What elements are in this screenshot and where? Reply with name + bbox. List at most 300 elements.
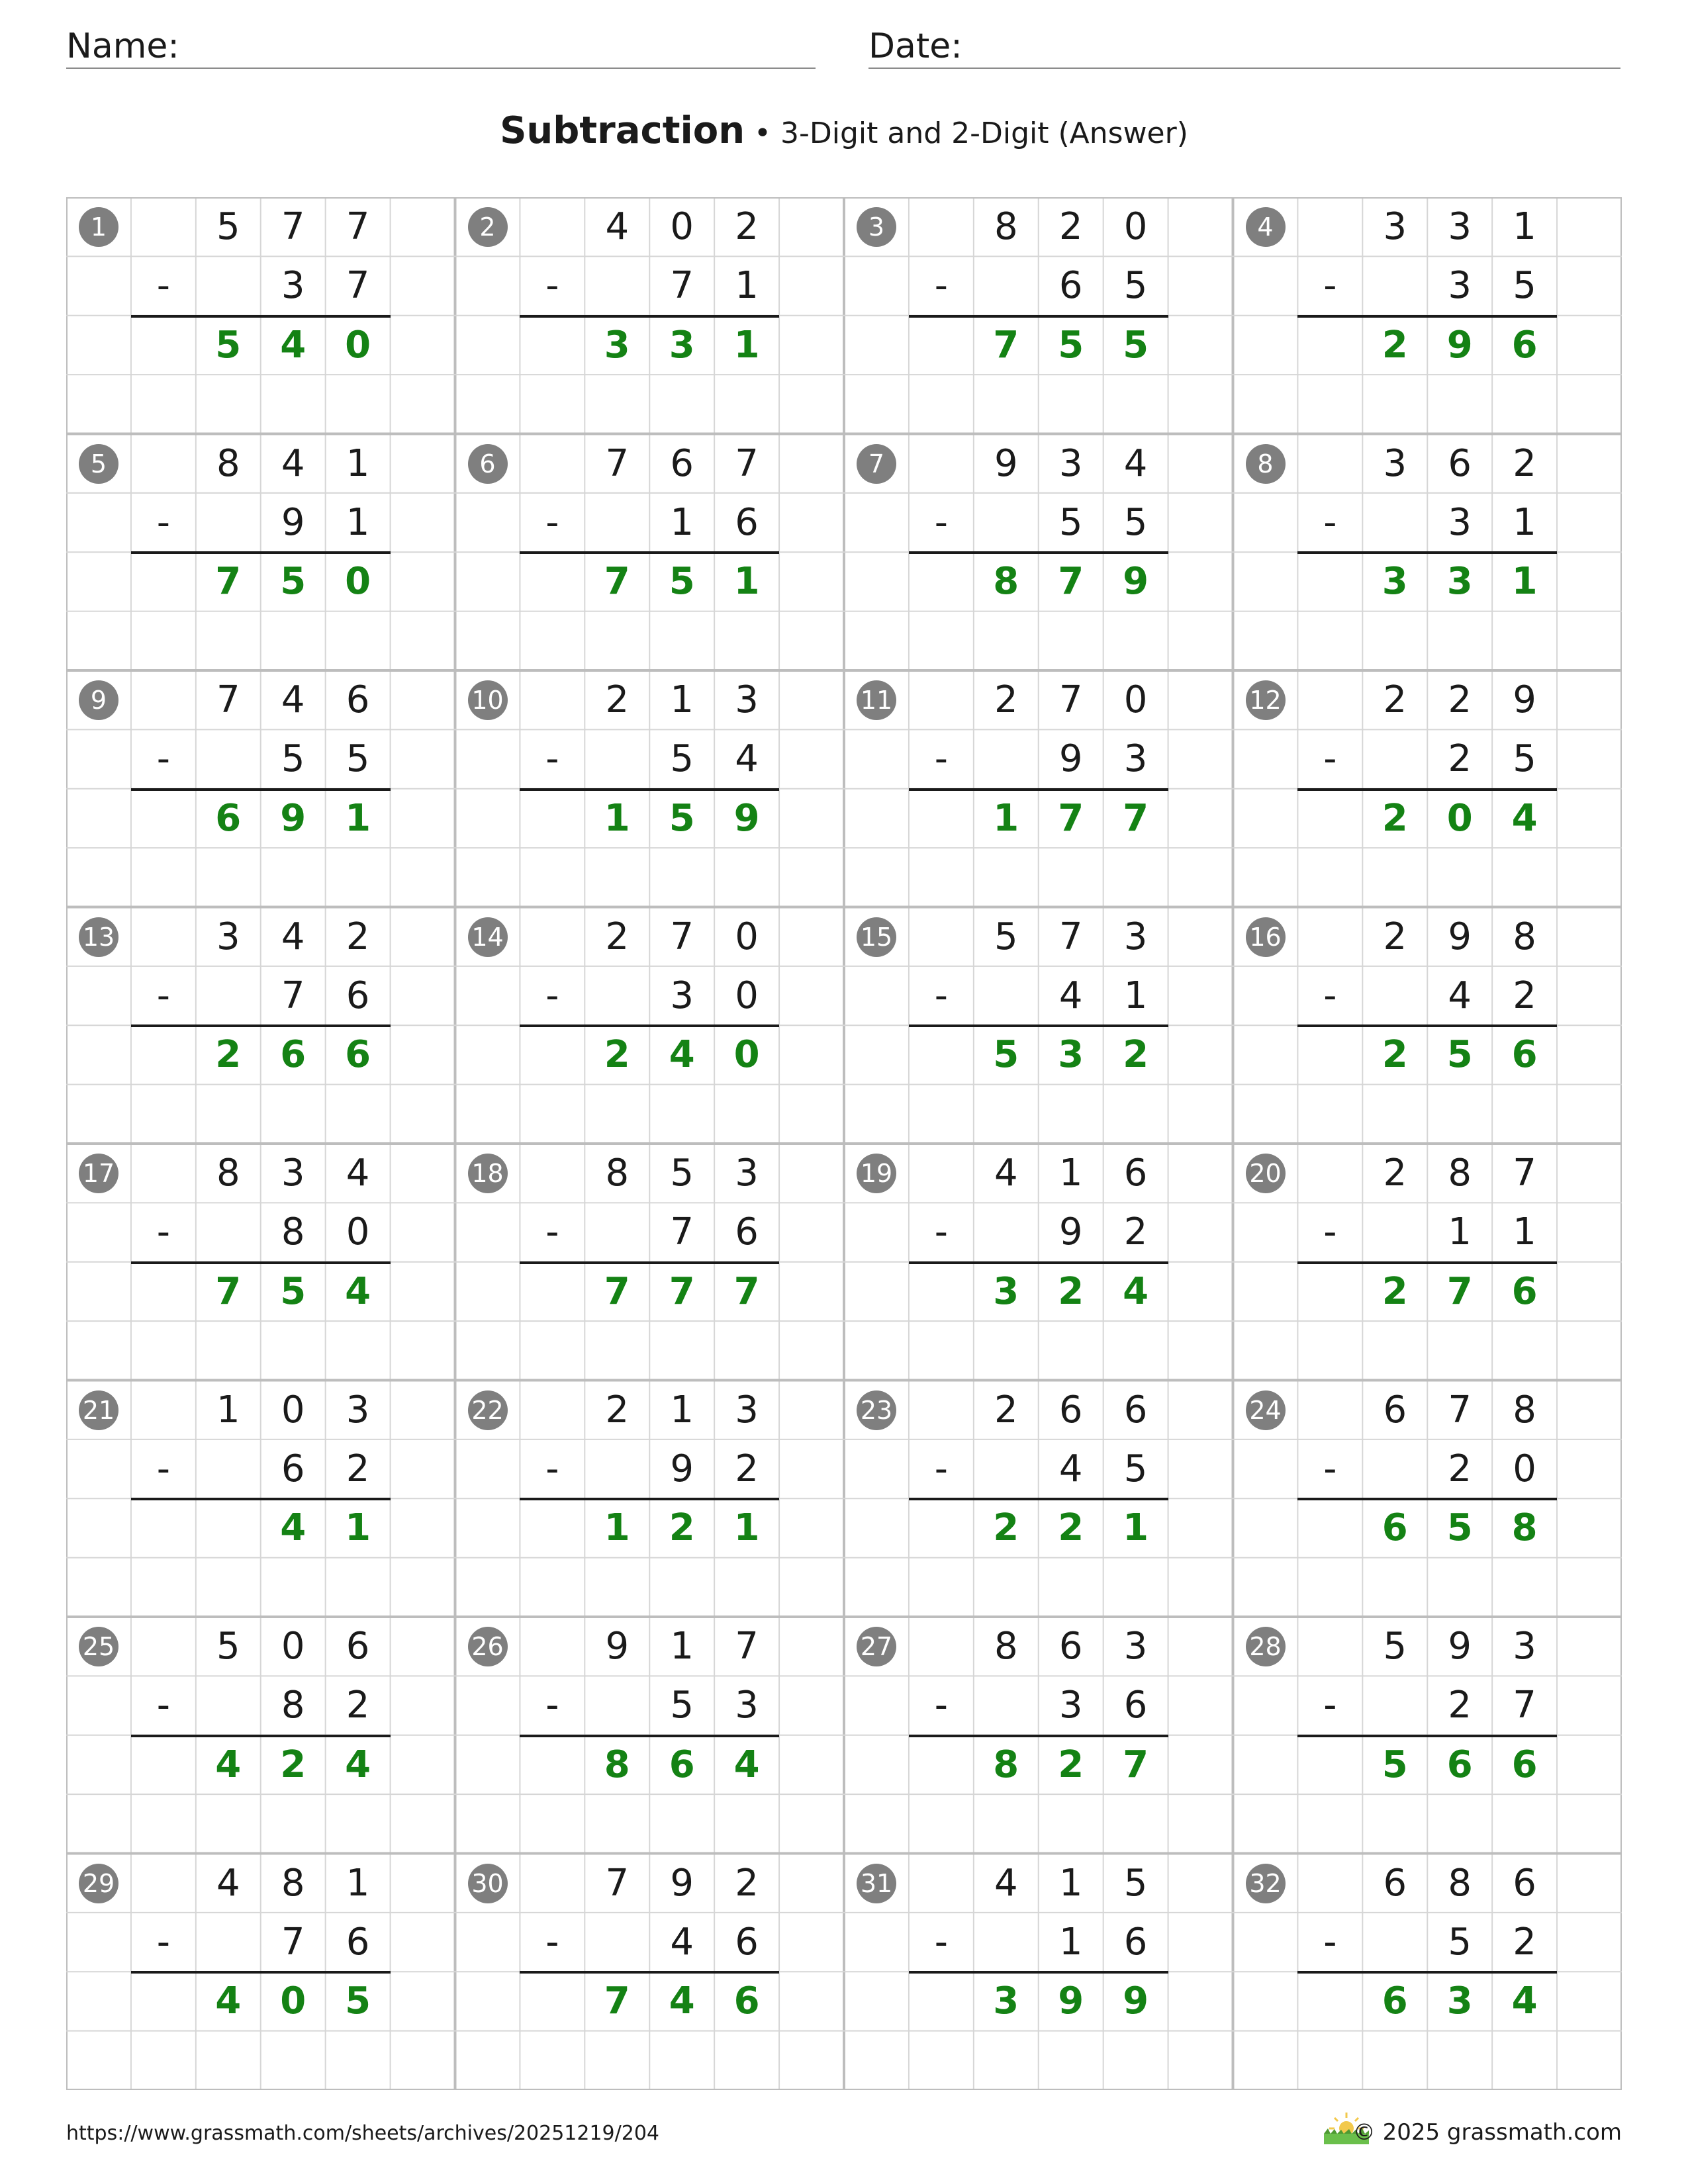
- minuend-digit: 0: [670, 205, 694, 248]
- minuend-digit: 6: [346, 1625, 370, 1668]
- subtrahend-digit: 3: [1058, 1684, 1083, 1727]
- minuend-digit: 8: [994, 205, 1018, 248]
- problem: [455, 1854, 845, 2091]
- minuend-digit: 7: [735, 1625, 759, 1668]
- minuend-digit: 2: [1448, 678, 1472, 721]
- subtrahend-digit: 6: [1123, 1684, 1148, 1727]
- problem: [66, 670, 455, 907]
- minus-sign: -: [545, 500, 559, 544]
- problem-number-badge: 22: [468, 1390, 508, 1430]
- answer-digit: 7: [669, 1269, 695, 1313]
- answer-digit: 6: [215, 796, 242, 840]
- minus-sign: -: [1323, 1684, 1337, 1727]
- minuend-digit: 4: [605, 205, 630, 248]
- answer-digit: 0: [345, 323, 371, 367]
- subtrahend-digit: 5: [1123, 500, 1148, 544]
- minuend-digit: 8: [216, 1152, 240, 1195]
- problem: [455, 1381, 845, 1617]
- minuend-digit: 7: [1058, 915, 1083, 958]
- answer-digit: 0: [280, 1979, 306, 2023]
- answer-rule: [1297, 788, 1557, 791]
- answer-digit: 4: [669, 1979, 695, 2023]
- answer-digit: 1: [1511, 560, 1538, 604]
- subtrahend-digit: 9: [1058, 737, 1083, 781]
- minus-sign: -: [545, 264, 559, 308]
- problem-number-badge: 28: [1246, 1627, 1286, 1666]
- answer-digit: 7: [1058, 796, 1084, 840]
- answer-rule: [520, 1735, 779, 1737]
- answer-digit: 1: [733, 560, 760, 604]
- minuend-digit: 9: [1448, 915, 1472, 958]
- minuend-digit: 2: [1383, 915, 1407, 958]
- problem: [455, 907, 845, 1144]
- answer-digit: 6: [1382, 1979, 1408, 2023]
- problem-number-badge: 3: [857, 207, 896, 247]
- minuend-digit: 6: [1383, 1861, 1407, 1905]
- problem-number-badge: 10: [468, 680, 508, 720]
- problem: [1233, 1144, 1622, 1381]
- problem: [66, 1617, 455, 1854]
- answer-rule: [520, 788, 779, 791]
- minuend-digit: 2: [735, 1861, 759, 1905]
- answer-digit: 6: [1511, 1269, 1538, 1313]
- minuend-digit: 7: [605, 1861, 630, 1905]
- problem: [844, 1854, 1233, 2091]
- minuend-digit: 0: [281, 1625, 305, 1668]
- answer-digit: 7: [993, 323, 1019, 367]
- minuend-digit: 4: [346, 1152, 370, 1195]
- answer-digit: 2: [669, 1506, 695, 1550]
- answer-digit: 5: [215, 323, 242, 367]
- minus-sign: -: [934, 1447, 948, 1490]
- minuend-digit: 1: [346, 1861, 370, 1905]
- minus-sign: -: [156, 1920, 170, 1964]
- minuend-digit: 7: [1058, 678, 1083, 721]
- minuend-digit: 3: [1123, 1625, 1148, 1668]
- answer-digit: 7: [1058, 560, 1084, 604]
- minuend-digit: 1: [670, 1388, 694, 1432]
- answer-digit: 3: [993, 1269, 1019, 1313]
- minus-sign: -: [545, 974, 559, 1017]
- date-field[interactable]: [868, 24, 1620, 69]
- problem: [66, 197, 455, 434]
- minuend-digit: 5: [670, 1152, 694, 1195]
- answer-digit: 4: [669, 1033, 695, 1077]
- answer-digit: 7: [1446, 1269, 1473, 1313]
- minuend-digit: 8: [605, 1152, 630, 1195]
- answer-rule: [520, 1261, 779, 1264]
- answer-digit: 1: [733, 1506, 760, 1550]
- subtrahend-digit: 3: [670, 974, 694, 1017]
- minus-sign: -: [156, 500, 170, 544]
- minuend-digit: 6: [346, 678, 370, 721]
- minuend-digit: 8: [994, 1625, 1018, 1668]
- minuend-digit: 7: [1448, 1388, 1472, 1432]
- subtrahend-digit: 1: [1513, 1210, 1536, 1254]
- subtrahend-digit: 1: [1123, 974, 1148, 1017]
- answer-digit: 2: [604, 1033, 630, 1077]
- answer-rule: [909, 1498, 1168, 1500]
- minuend-digit: 0: [735, 915, 759, 958]
- minuend-digit: 6: [1513, 1861, 1536, 1905]
- minuend-digit: 3: [1513, 1625, 1536, 1668]
- subtrahend-digit: 8: [281, 1210, 305, 1254]
- answer-digit: 6: [1511, 1033, 1538, 1077]
- answer-digit: 5: [280, 560, 306, 604]
- minus-sign: -: [156, 1210, 170, 1254]
- answer-digit: 5: [1123, 323, 1149, 367]
- minuend-digit: 2: [605, 915, 630, 958]
- answer-digit: 4: [345, 1743, 371, 1786]
- minuend-digit: 3: [735, 1152, 759, 1195]
- minus-sign: -: [545, 1920, 559, 1964]
- minuend-digit: 4: [281, 441, 305, 485]
- minuend-digit: 1: [346, 441, 370, 485]
- answer-rule: [909, 315, 1168, 318]
- subtrahend-digit: 9: [670, 1447, 694, 1490]
- subtrahend-digit: 6: [346, 1920, 370, 1964]
- subtrahend-digit: 5: [670, 737, 694, 781]
- minus-sign: -: [1323, 500, 1337, 544]
- minuend-digit: 1: [1058, 1861, 1083, 1905]
- subtrahend-digit: 9: [1058, 1210, 1083, 1254]
- minuend-digit: 9: [1448, 1625, 1472, 1668]
- minuend-digit: 5: [216, 205, 240, 248]
- problem: [66, 1854, 455, 2091]
- problem-number-badge: 8: [1246, 444, 1286, 484]
- subtrahend-digit: 6: [735, 500, 759, 544]
- answer-digit: 2: [215, 1033, 242, 1077]
- subtrahend-digit: 6: [281, 1447, 305, 1490]
- minuend-digit: 2: [1513, 441, 1536, 485]
- subtrahend-digit: 0: [1513, 1447, 1536, 1490]
- answer-digit: 5: [1446, 1033, 1473, 1077]
- minuend-digit: 3: [281, 1152, 305, 1195]
- minus-sign: -: [1323, 1210, 1337, 1254]
- subtrahend-digit: 5: [1123, 1447, 1148, 1490]
- minuend-digit: 6: [1058, 1388, 1083, 1432]
- problem-number-badge: 19: [857, 1154, 896, 1193]
- answer-digit: 3: [604, 323, 630, 367]
- answer-digit: 3: [1382, 560, 1408, 604]
- answer-digit: 2: [1382, 1033, 1408, 1077]
- footer-copyright: © 2025 grassmath.com: [1352, 2119, 1622, 2146]
- problem: [66, 1144, 455, 1381]
- minuend-digit: 4: [1123, 441, 1148, 485]
- subtrahend-digit: 7: [670, 1210, 694, 1254]
- subtrahend-digit: 3: [1448, 264, 1472, 308]
- subtrahend-digit: 2: [735, 1447, 759, 1490]
- minuend-digit: 9: [994, 441, 1018, 485]
- minus-sign: -: [934, 500, 948, 544]
- answer-rule: [131, 315, 391, 318]
- answer-digit: 5: [280, 1269, 306, 1313]
- problem-number-badge: 29: [79, 1864, 118, 1903]
- subtrahend-digit: 3: [281, 264, 305, 308]
- subtrahend-digit: 4: [735, 737, 759, 781]
- problem-number-badge: 5: [79, 444, 118, 484]
- minuend-digit: 7: [735, 441, 759, 485]
- minuend-digit: 8: [281, 1861, 305, 1905]
- page-title: [0, 105, 1688, 166]
- answer-digit: 2: [1382, 1269, 1408, 1313]
- answer-rule: [1297, 1971, 1557, 1974]
- answer-digit: 8: [604, 1743, 630, 1786]
- answer-digit: 0: [345, 560, 371, 604]
- answer-digit: 6: [1511, 323, 1538, 367]
- problem: [66, 1381, 455, 1617]
- answer-digit: 1: [345, 796, 371, 840]
- subtrahend-digit: 5: [1123, 264, 1148, 308]
- minuend-digit: 3: [735, 1388, 759, 1432]
- minuend-digit: 1: [1058, 1152, 1083, 1195]
- answer-rule: [909, 1971, 1168, 1974]
- subtrahend-digit: 2: [1123, 1210, 1148, 1254]
- answer-rule: [909, 551, 1168, 554]
- footer-url: https://www.grassmath.com/sheets/archives/20251219/204: [66, 2122, 660, 2145]
- answer-digit: 8: [1511, 1506, 1538, 1550]
- answer-digit: 6: [1382, 1506, 1408, 1550]
- answer-rule: [1297, 1498, 1557, 1500]
- subtrahend-digit: 5: [281, 737, 305, 781]
- answer-rule: [131, 1261, 391, 1264]
- answer-digit: 3: [1446, 560, 1473, 604]
- answer-digit: 3: [993, 1979, 1019, 2023]
- answer-digit: 0: [733, 1033, 760, 1077]
- minus-sign: -: [156, 264, 170, 308]
- minuend-digit: 1: [216, 1388, 240, 1432]
- minuend-digit: 5: [994, 915, 1018, 958]
- subtrahend-digit: 7: [281, 1920, 305, 1964]
- minuend-digit: 0: [1123, 205, 1148, 248]
- minuend-digit: 6: [670, 441, 694, 485]
- subtrahend-digit: 1: [1448, 1210, 1472, 1254]
- problem: [455, 670, 845, 907]
- answer-digit: 1: [993, 796, 1019, 840]
- problem-number-badge: 27: [857, 1627, 896, 1666]
- minuend-digit: 6: [1448, 441, 1472, 485]
- minus-sign: -: [934, 1920, 948, 1964]
- subtrahend-digit: 3: [1123, 737, 1148, 781]
- minuend-digit: 3: [1058, 441, 1083, 485]
- answer-digit: 7: [215, 1269, 242, 1313]
- subtrahend-digit: 7: [281, 974, 305, 1017]
- minus-sign: -: [934, 737, 948, 781]
- subtrahend-digit: 2: [346, 1447, 370, 1490]
- answer-digit: 9: [1446, 323, 1473, 367]
- minus-sign: -: [1323, 264, 1337, 308]
- minus-sign: -: [1323, 1447, 1337, 1490]
- minuend-digit: 7: [605, 441, 630, 485]
- answer-digit: 7: [733, 1269, 760, 1313]
- answer-digit: 4: [280, 1506, 306, 1550]
- problem: [844, 907, 1233, 1144]
- minuend-digit: 5: [216, 1625, 240, 1668]
- subtrahend-digit: 2: [1448, 737, 1472, 781]
- answer-digit: 6: [733, 1979, 760, 2023]
- minuend-digit: 9: [1513, 678, 1536, 721]
- minuend-digit: 3: [1448, 205, 1472, 248]
- answer-digit: 7: [215, 560, 242, 604]
- minuend-digit: 1: [670, 678, 694, 721]
- title-main: Subtraction: [500, 109, 745, 152]
- minuend-digit: 3: [735, 678, 759, 721]
- minuend-digit: 9: [605, 1625, 630, 1668]
- answer-digit: 6: [1511, 1743, 1538, 1786]
- answer-rule: [1297, 315, 1557, 318]
- minus-sign: -: [934, 974, 948, 1017]
- minuend-digit: 5: [1123, 1861, 1148, 1905]
- answer-rule: [909, 1735, 1168, 1737]
- answer-rule: [131, 788, 391, 791]
- problem: [844, 197, 1233, 434]
- answer-rule: [131, 1024, 391, 1027]
- problem-number-badge: 2: [468, 207, 508, 247]
- minuend-digit: 2: [605, 678, 630, 721]
- problem-number-badge: 6: [468, 444, 508, 484]
- answer-digit: 5: [669, 796, 695, 840]
- answer-digit: 5: [993, 1033, 1019, 1077]
- problem: [1233, 670, 1622, 907]
- subtrahend-digit: 7: [670, 264, 694, 308]
- name-field[interactable]: [66, 24, 816, 69]
- problem: [1233, 1854, 1622, 2091]
- minuend-digit: 7: [216, 678, 240, 721]
- minuend-digit: 6: [1123, 1388, 1148, 1432]
- answer-digit: 1: [604, 1506, 630, 1550]
- answer-digit: 3: [1058, 1033, 1084, 1077]
- problem-number-badge: 30: [468, 1864, 508, 1903]
- answer-digit: 9: [1123, 560, 1149, 604]
- subtrahend-digit: 6: [346, 974, 370, 1017]
- answer-digit: 8: [993, 1743, 1019, 1786]
- answer-digit: 6: [345, 1033, 371, 1077]
- answer-digit: 3: [1446, 1979, 1473, 2023]
- minus-sign: -: [545, 1210, 559, 1254]
- minuend-digit: 6: [1058, 1625, 1083, 1668]
- answer-digit: 9: [733, 796, 760, 840]
- problem-number-badge: 18: [468, 1154, 508, 1193]
- answer-digit: 4: [1511, 796, 1538, 840]
- problem-number-badge: 13: [79, 917, 118, 957]
- subtrahend-digit: 5: [1448, 1920, 1472, 1964]
- answer-rule: [909, 1024, 1168, 1027]
- problem-number-badge: 4: [1246, 207, 1286, 247]
- answer-rule: [131, 1498, 391, 1500]
- problem: [1233, 197, 1622, 434]
- problem: [1233, 907, 1622, 1144]
- answer-rule: [1297, 1261, 1557, 1264]
- problem: [844, 1617, 1233, 1854]
- minuend-digit: 2: [605, 1388, 630, 1432]
- minus-sign: -: [934, 1210, 948, 1254]
- problem-number-badge: 9: [79, 680, 118, 720]
- answer-digit: 4: [733, 1743, 760, 1786]
- problem-number-badge: 1: [79, 207, 118, 247]
- minuend-digit: 1: [1513, 205, 1536, 248]
- problem: [1233, 1381, 1622, 1617]
- minus-sign: -: [156, 974, 170, 1017]
- minuend-digit: 6: [1383, 1388, 1407, 1432]
- subtrahend-digit: 1: [735, 264, 759, 308]
- answer-digit: 2: [1058, 1743, 1084, 1786]
- minus-sign: -: [934, 1684, 948, 1727]
- problem-number-badge: 25: [79, 1627, 118, 1666]
- problem: [66, 907, 455, 1144]
- answer-digit: 6: [669, 1743, 695, 1786]
- answer-digit: 4: [280, 323, 306, 367]
- problem: [455, 1144, 845, 1381]
- subtrahend-digit: 1: [1513, 500, 1536, 544]
- answer-digit: 2: [993, 1506, 1019, 1550]
- problem-number-badge: 7: [857, 444, 896, 484]
- answer-digit: 7: [1123, 796, 1149, 840]
- problem: [66, 434, 455, 671]
- minuend-digit: 3: [1383, 441, 1407, 485]
- answer-digit: 2: [1058, 1269, 1084, 1313]
- answer-rule: [520, 1971, 779, 1974]
- answer-rule: [520, 551, 779, 554]
- answer-digit: 4: [1123, 1269, 1149, 1313]
- problem: [844, 670, 1233, 907]
- minuend-digit: 2: [994, 678, 1018, 721]
- subtrahend-digit: 6: [735, 1210, 759, 1254]
- answer-digit: 5: [1058, 323, 1084, 367]
- problem: [1233, 1617, 1622, 1854]
- answer-digit: 7: [604, 1269, 630, 1313]
- subtrahend-digit: 2: [1448, 1684, 1472, 1727]
- answer-digit: 2: [1382, 323, 1408, 367]
- answer-rule: [1297, 1735, 1557, 1737]
- subtrahend-digit: 5: [346, 737, 370, 781]
- subtrahend-digit: 7: [346, 264, 370, 308]
- minuend-digit: 2: [346, 915, 370, 958]
- minuend-digit: 5: [1383, 1625, 1407, 1668]
- problem-grid: [66, 197, 1622, 2090]
- minus-sign: -: [545, 737, 559, 781]
- answer-rule: [520, 315, 779, 318]
- answer-digit: 4: [1511, 1979, 1538, 2023]
- subtrahend-digit: 1: [1058, 1920, 1083, 1964]
- answer-rule: [1297, 1024, 1557, 1027]
- minuend-digit: 3: [216, 915, 240, 958]
- problem: [455, 197, 845, 434]
- minuend-digit: 2: [1058, 205, 1083, 248]
- subtrahend-digit: 1: [346, 500, 370, 544]
- minuend-digit: 2: [735, 205, 759, 248]
- answer-rule: [131, 1971, 391, 1974]
- minuend-digit: 7: [1513, 1152, 1536, 1195]
- minuend-digit: 4: [281, 678, 305, 721]
- answer-digit: 5: [1382, 1743, 1408, 1786]
- answer-digit: 6: [280, 1033, 306, 1077]
- problem-number-badge: 15: [857, 917, 896, 957]
- minuend-digit: 8: [1513, 1388, 1536, 1432]
- date-label: Date:: [868, 26, 962, 66]
- minuend-digit: 8: [1513, 915, 1536, 958]
- subtrahend-digit: 4: [1448, 974, 1472, 1017]
- subtrahend-digit: 9: [281, 500, 305, 544]
- subtrahend-digit: 0: [735, 974, 759, 1017]
- answer-digit: 1: [1123, 1506, 1149, 1550]
- problem: [844, 1144, 1233, 1381]
- problem: [844, 1381, 1233, 1617]
- minus-sign: -: [156, 1684, 170, 1727]
- subtrahend-digit: 2: [1448, 1447, 1472, 1490]
- answer-rule: [520, 1024, 779, 1027]
- minus-sign: -: [545, 1684, 559, 1727]
- minuend-digit: 2: [994, 1388, 1018, 1432]
